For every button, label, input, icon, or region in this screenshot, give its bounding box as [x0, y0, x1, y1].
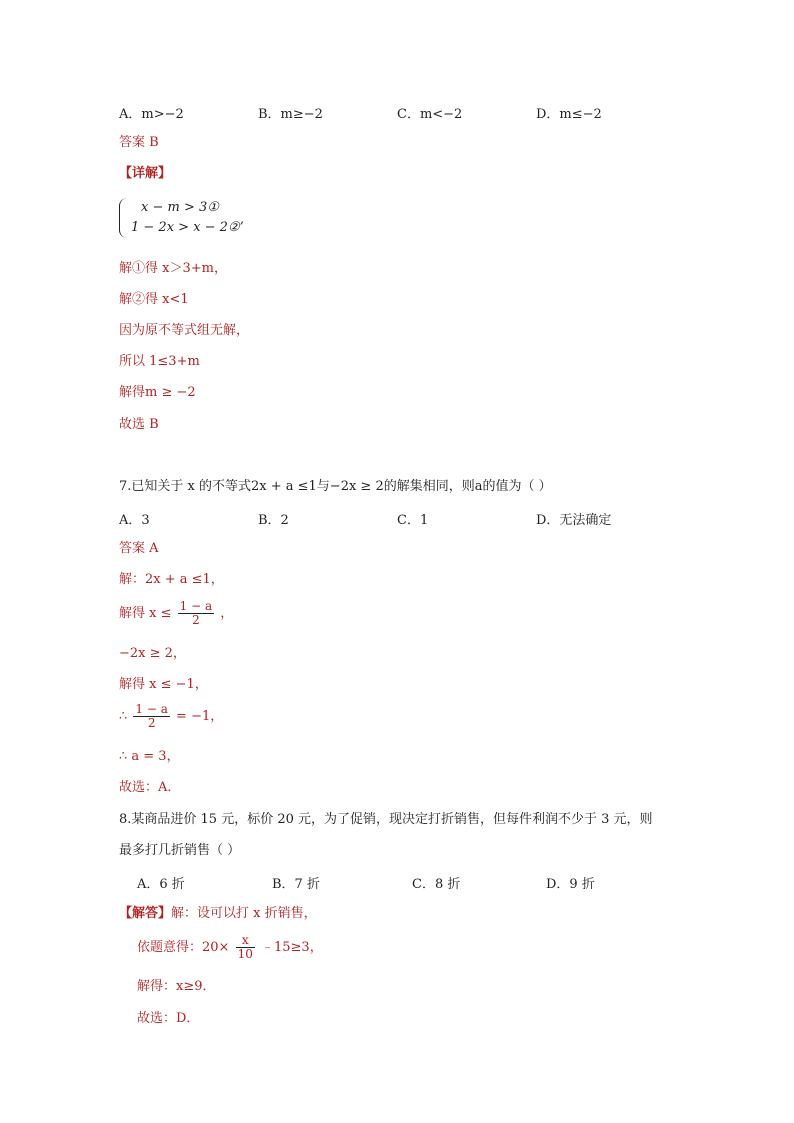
- q8-answer-text: 解：设可以打 x 折销售，: [171, 906, 317, 921]
- q8-equation-fraction: [236, 934, 255, 961]
- q7-answer: 答案 A: [119, 541, 159, 556]
- q7-step-2-prefix: 解得 x ≤: [119, 606, 172, 621]
- q8-option-d: D．9 折: [546, 877, 595, 892]
- q7-step-7: 故选：A．: [119, 780, 181, 795]
- q8-option-c: C．8 折: [412, 877, 461, 892]
- fraction-denominator: 10: [237, 947, 253, 961]
- q7-step-4: 解得 x ≤ −1，: [119, 677, 208, 692]
- q7-step-2-suffix: ，: [220, 606, 234, 621]
- q8-solve: 解得：x≥9．: [137, 979, 216, 994]
- q6-step-5: 解得m ≥ −2: [119, 385, 196, 400]
- q7-option-a: A．3: [119, 513, 150, 528]
- q8-equation: [137, 934, 323, 961]
- system-eq2: 1 − 2x > x − 2②’: [131, 220, 244, 235]
- fraction-denominator: 2: [147, 716, 156, 730]
- q7-step-2: [119, 600, 233, 627]
- q8-choose: 故选：D．: [137, 1011, 200, 1026]
- q6-step-1: 解①得 x＞3+m，: [119, 261, 227, 276]
- q7-step-5-suffix: = −1，: [176, 709, 224, 724]
- q7-step-3: −2x ≥ 2，: [119, 646, 186, 661]
- q6-step-6: 故选 B: [119, 417, 159, 432]
- q6-detail-label: 【详解】: [119, 166, 172, 181]
- fraction-numerator: 1 − a: [179, 599, 213, 613]
- q8-option-b: B．7 折: [272, 877, 320, 892]
- q6-step-3: 因为原不等式组无解，: [119, 323, 250, 338]
- q6-option-d: D．m≤−2: [536, 107, 602, 122]
- q8-equation-prefix: 依题意得：20×: [137, 940, 230, 955]
- system-brace: [119, 198, 128, 238]
- q7-step-2-fraction: [178, 600, 214, 627]
- q6-step-4: 所以 1≤3+m: [119, 354, 200, 369]
- fraction-numerator: 1 − a: [135, 702, 168, 716]
- q6-step-2: 解②得 x<1: [119, 292, 189, 307]
- therefore-symbol: ∴: [119, 709, 128, 724]
- q6-option-a: A．m>−2: [119, 107, 184, 122]
- q8-answer-label: 【解答】: [119, 906, 172, 921]
- q6-answer: 答案 B: [119, 135, 159, 150]
- fraction-denominator: 2: [192, 613, 200, 627]
- q7-step-6: ∴ a = 3，: [119, 749, 180, 764]
- q6-option-c: C．m<−2: [397, 107, 463, 122]
- q8-question-line-2: 最多打几折销售（ ）: [119, 843, 241, 858]
- q7-option-d: D．无法确定: [536, 513, 612, 528]
- q8-answer: [119, 905, 317, 923]
- q7-step-5: [119, 703, 223, 730]
- q7-question: 7.已知关于 x 的不等式2x + a ≤1与−2x ≥ 2的解集相同，则a的值为（ ）: [119, 479, 552, 494]
- fraction-numerator: x: [236, 934, 255, 948]
- system-eq1: x − m > 3①: [141, 200, 219, 215]
- q7-option-b: B．2: [258, 513, 289, 528]
- q7-option-c: C．1: [397, 513, 429, 528]
- q6-option-b: B．m≥−2: [258, 107, 323, 122]
- q8-option-a: A．6 折: [137, 877, 185, 892]
- q7-step-5-fraction: [133, 703, 169, 730]
- q7-step-1: 解：2x + a ≤1，: [119, 572, 224, 587]
- q8-question-line-1: 8.某商品进价 15 元，标价 20 元，为了促销，现决定打折销售，但每件利润不少于 3 元，则: [119, 812, 653, 827]
- q8-equation-suffix: ﹣15≥3，: [261, 940, 323, 955]
